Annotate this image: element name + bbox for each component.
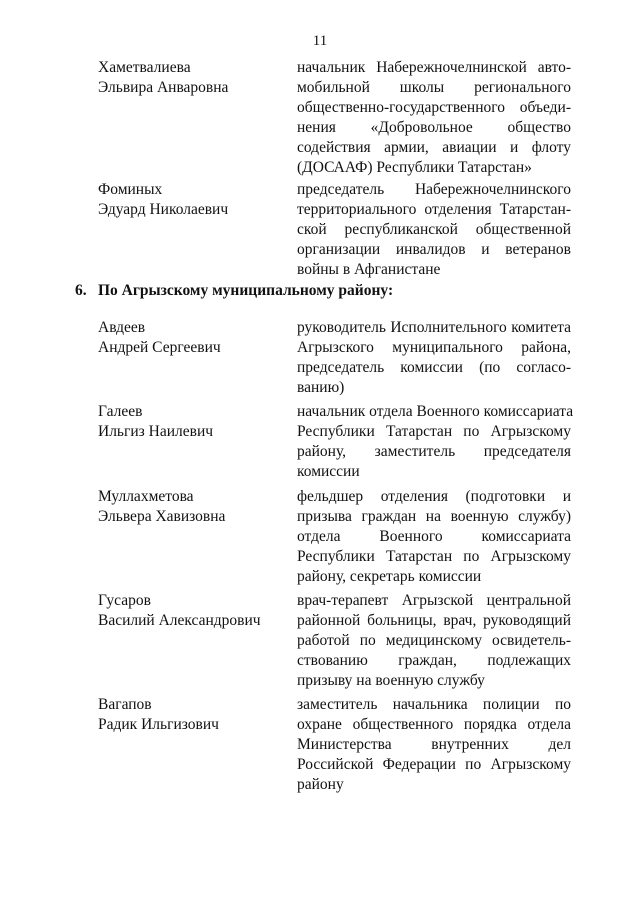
member-duty — [297, 180, 571, 280]
member-name — [98, 58, 288, 98]
member-given-names: Андрей Сергеевич — [98, 339, 221, 356]
member-surname: Хаметвалиева — [98, 59, 191, 76]
duty-line: содействия армии, авиации и флоту — [297, 139, 571, 156]
duty-line: организации инвалидов и ветеранов — [297, 241, 571, 258]
duty-line: призыва граждан на военную службу) — [297, 508, 571, 525]
member-surname: Гусаров — [98, 592, 151, 609]
member-surname: Муллахметова — [98, 488, 194, 505]
duty-line: Российской Федерации по Агрызскому — [297, 756, 571, 773]
duty-line: отдела Военного комиссариата — [297, 528, 571, 545]
member-duty — [297, 58, 571, 178]
member-name — [98, 487, 288, 527]
member-given-names: Эдуард Николаевич — [98, 201, 229, 218]
duty-line: общественно-государственного объеди- — [297, 99, 571, 116]
duty-line: району, заместитель председателя — [297, 443, 571, 460]
duty-line: нения «Добровольное общество — [297, 119, 571, 136]
section-title: По Агрызскому муниципальному району: — [98, 282, 394, 299]
duty-line: районной больницы, врач, руководящий — [297, 612, 571, 629]
member-given-names: Эльвира Анваровна — [98, 79, 229, 96]
section-number: 6. — [75, 282, 87, 299]
duty-line: территориального отделения Татарстан- — [297, 201, 571, 218]
duty-line: призыву на военную службу — [297, 672, 485, 689]
member-name — [98, 402, 288, 442]
duty-line: руководитель Исполнительного комитета — [297, 319, 571, 336]
duty-line: начальник отдела Военного комиссариата — [297, 403, 574, 420]
duty-line: району, секретарь комиссии — [297, 568, 482, 585]
duty-line: врач-терапевт Агрызской центральной — [297, 592, 571, 609]
member-duty — [297, 487, 571, 587]
duty-line: району — [297, 776, 344, 793]
duty-line: Агрызского муниципального района, — [297, 339, 571, 356]
duty-line: фельдшер отделения (подготовки и — [297, 488, 571, 505]
duty-line: мобильной школы регионального — [297, 79, 571, 96]
member-name — [98, 318, 288, 358]
duty-line: председатель Набережночелнинского — [297, 181, 571, 198]
member-name — [98, 180, 288, 220]
duty-line: войны в Афганистане — [297, 261, 441, 278]
member-surname: Галеев — [98, 403, 143, 420]
duty-line: (ДОСААФ) Республики Татарстан» — [297, 159, 532, 176]
member-duty — [297, 318, 571, 398]
member-given-names: Василий Александрович — [98, 612, 261, 629]
duty-line: охране общественного порядка отдела — [297, 716, 571, 733]
page-number: 11 — [312, 33, 328, 49]
member-name — [98, 695, 288, 735]
member-given-names: Радик Ильгизович — [98, 716, 219, 733]
duty-line: Министерства внутренних дел — [297, 736, 571, 753]
duty-line: комиссии — [297, 463, 360, 480]
member-given-names: Ильгиз Наилевич — [98, 423, 214, 440]
member-surname: Фоминых — [98, 181, 163, 198]
member-given-names: Эльвера Хавизовна — [98, 508, 226, 525]
member-surname: Вагапов — [98, 696, 152, 713]
duty-line: заместитель начальника полиции по — [297, 696, 571, 713]
duty-line: ванию) — [297, 379, 345, 396]
duty-line: председатель комиссии (по согласо- — [297, 359, 571, 376]
duty-line: начальник Набережночелнинской авто- — [297, 59, 571, 76]
member-duty — [297, 695, 571, 795]
member-duty — [297, 402, 574, 482]
duty-line: ской республиканской общественной — [297, 221, 571, 238]
member-surname: Авдеев — [98, 319, 146, 336]
duty-line: Республики Татарстан по Агрызскому — [297, 548, 571, 565]
duty-line: ствованию граждан, подлежащих — [297, 652, 571, 669]
member-duty — [297, 591, 571, 691]
member-name — [98, 591, 288, 631]
duty-line: работой по медицинскому освидетель- — [297, 632, 571, 649]
duty-line: Республики Татарстан по Агрызскому — [297, 423, 571, 440]
